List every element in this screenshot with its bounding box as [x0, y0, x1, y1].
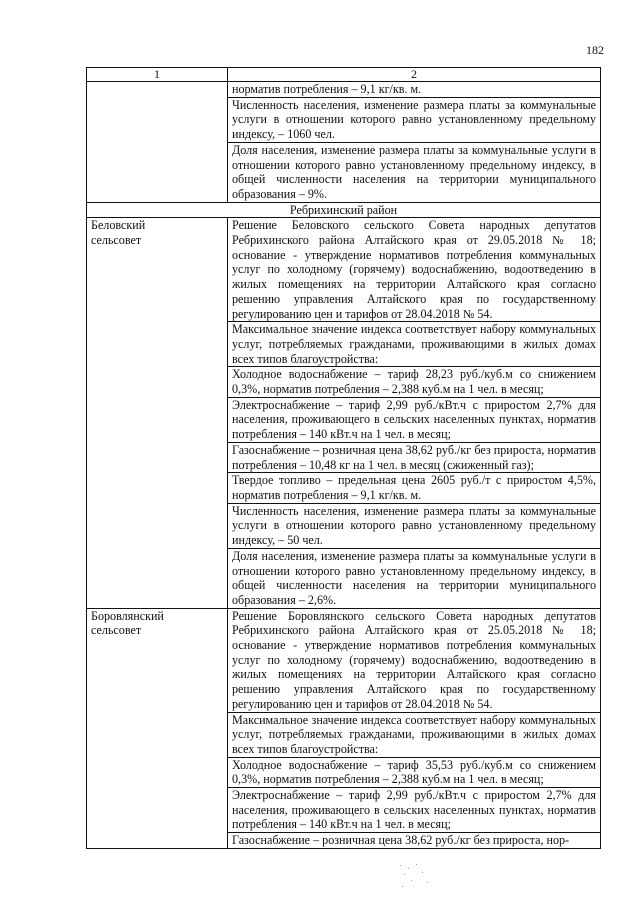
municipality-row-belovsky: [87, 218, 601, 608]
region-heading: Ребрихинский район: [87, 202, 601, 218]
scan-speckle: [396, 862, 436, 892]
municipality-name-line: Беловский: [91, 218, 146, 233]
municipality-name: [87, 218, 228, 608]
header-row: [87, 68, 601, 82]
paragraph: Численность населения, изменение размера платы за коммунальные услуги в отношении которого равно установленному предельному индексу, – 1060 чел.: [232, 97, 596, 142]
paragraph: Доля населения, изменение размера платы за коммунальные услуги в отношении которого равно установленному предельному индексу, в общей численности населения на территории муниципального образования – 2,6%.: [232, 548, 596, 607]
empty-name-cell: [87, 82, 228, 203]
paragraph: Решение Беловского сельского Совета народных депутатов Ребрихинского района Алтайского края от 29.05.2018 № 18; основание - утверждение нормативов потребления коммунальных услуг по холодному (горячему) водоснабжению, водоотведению в жилых помещениях на территории Алтайского края согласно решению управления Алтайского края по государственному регулированию цен и тарифов от 28.04.2018 № 54.: [232, 218, 596, 321]
municipality-name: [87, 608, 228, 848]
municipality-row-borovlyansky: [87, 608, 601, 848]
municipality-text-cell: [228, 608, 601, 848]
paragraph: норматив потребления – 9,1 кг/кв. м.: [232, 82, 422, 96]
municipality-name-line: сельсовет: [91, 623, 142, 638]
paragraph: Электроснабжение – тариф 2,99 руб./кВт.ч с приростом 2,7% для населения, проживающего в сельских населенных пунктах, норматив потребления – 140 кВт.ч на 1 чел. в месяц;: [232, 397, 596, 442]
municipality-name-line: сельсовет: [91, 233, 142, 248]
paragraph: Холодное водоснабжение – тариф 35,53 руб./куб.м со снижением 0,3%, норматив потребления – 2,388 куб.м на 1 чел. в месяц;: [232, 757, 596, 787]
paragraph: Доля населения, изменение размера платы за коммунальные услуги в отношении которого равно установленному предельному индексу, в общей численности населения на территории муниципального образования – 9%.: [232, 142, 596, 201]
page-number: 182: [586, 43, 604, 57]
paragraph: Твердое топливо – предельная цена 2605 руб./т с приростом 4,5%, норматив потребления – 9,1 кг/кв. м.: [232, 473, 596, 502]
paragraph: Электроснабжение – тариф 2,99 руб./кВт.ч с приростом 2,7% для населения, проживающего в сельских населенных пунктах, норматив потребления – 140 кВт.ч на 1 чел. в месяц;: [232, 788, 596, 832]
paragraph: Решение Боровлянского сельского Совета народных депутатов Ребрихинского района Алтайского края от 25.05.2018 № 18; основание - утверждение нормативов потребления коммунальных услуг по холодному (горячему) водоснабжению, водоотведению в жилых помещениях на территории Алтайского края согласно решению управления Алтайского края по государственному регулированию цен и тарифов от 28.04.2018 № 54.: [232, 608, 596, 711]
municipality-text-cell: [228, 218, 601, 608]
continued-text-cell: [228, 82, 601, 203]
paragraph: Максимальное значение индекса соответствует набору коммунальных услуг, потребляемых гражданами, проживающими в жилых домах всех типов благоустройства:: [232, 322, 596, 366]
header-col-2: 2: [228, 68, 601, 82]
municipality-name-line: Боровлянский: [91, 608, 164, 623]
paragraph: Численность населения, изменение размера платы за коммунальные услуги в отношении которого равно установленному предельному индексу, – 50 чел.: [232, 503, 596, 548]
paragraph: Газоснабжение – розничная цена 38,62 руб./кг без прироста, нор-: [232, 833, 570, 848]
continued-row: [87, 82, 601, 203]
region-row: [87, 202, 601, 218]
paragraph: Газоснабжение – розничная цена 38,62 руб./кг без прироста, норматив потребления – 10,48 кг на 1 чел. в месяц (сжиженный газ);: [232, 442, 596, 472]
paragraph: Холодное водоснабжение – тариф 28,23 руб./куб.м со снижением 0,3%, норматив потребления – 2,388 куб.м на 1 чел. в месяц;: [232, 367, 596, 397]
document-table: [86, 67, 601, 849]
header-col-1: 1: [87, 68, 228, 82]
paragraph: Максимальное значение индекса соответствует набору коммунальных услуг, потребляемых гражданами, проживающими в жилых домах всех типов благоустройства:: [232, 712, 596, 756]
